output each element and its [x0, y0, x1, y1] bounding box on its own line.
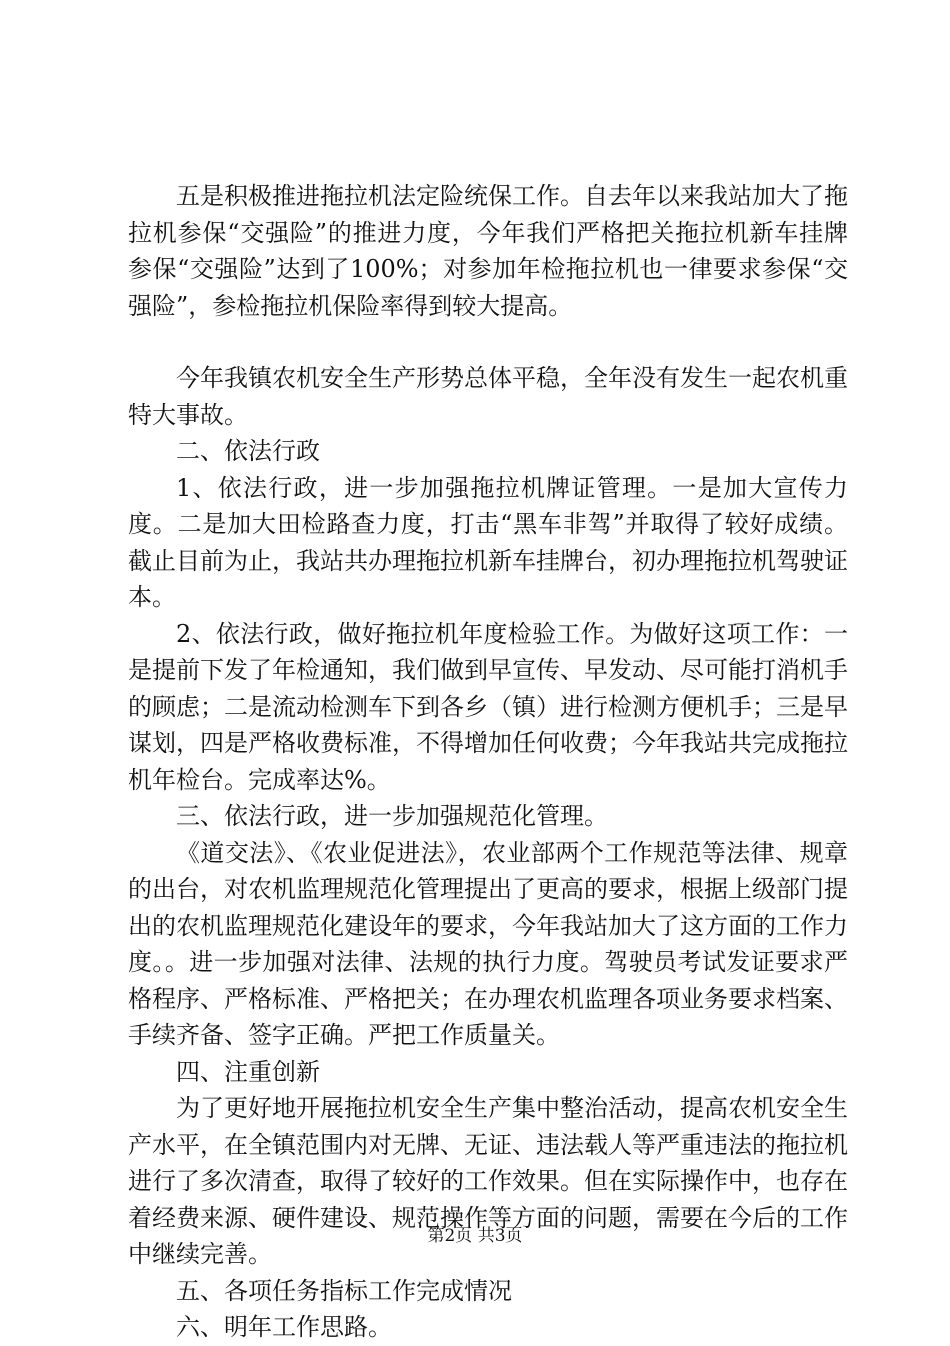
page-number-footer: 第2页 共3页: [427, 1226, 523, 1246]
paragraph-innovation: 为了更好地开展拖拉机安全生产集中整治活动，提高农机安全生产水平，在全镇范围内对无牌、无证、违法载人等严重违法的拖拉机进行了多次清查，取得了较好的工作效果。但在实际操作中，也存在着经费来源、硬件建设、规范操作等方面的问题，需要在今后的工作中继续完善。: [128, 1094, 848, 1268]
paragraph-license-management: 1、依法行政，进一步加强拖拉机牌证管理。一是加大宣传力度。二是加大田检路查力度，打击“黑车非驾”并取得了较好成绩。截止目前为止，我站共办理拖拉机新车挂牌台，初办理拖拉机驾驶证本。: [128, 473, 848, 611]
paragraph-safety-summary: 今年我镇农机安全生产形势总体平稳，全年没有发生一起农机重特大事故。: [128, 364, 848, 429]
paragraph-insurance: 五是积极推进拖拉机法定险统保工作。自去年以来我站加大了拖拉机参保“交强险”的推进力度，今年我们严格把关拖拉机新车挂牌参保“交强险”达到了100%；对参加年检拖拉机也一律要求参保“交强险”，参检拖拉机保险率得到较大提高。: [128, 182, 848, 320]
section-heading-5: 五、各项任务指标工作完成情况: [176, 1276, 512, 1305]
paragraph-annual-inspection: 2、依法行政，做好拖拉机年度检验工作。为做好这项工作：一是提前下发了年检通知，我们做到早宣传、早发动、尽可能打消机手的顾虑；二是流动检测车下到各乡（镇）进行检测方便机手；三是早谋划，四是严格收费标准，不得增加任何收费；今年我站共完成拖拉机年检台。完成率达%。: [128, 619, 848, 794]
section-heading-3: 三、依法行政，进一步加强规范化管理。: [176, 802, 608, 830]
paragraph-standardization: 《道交法》、《农业促进法》，农业部两个工作规范等法律、规章的出台，对农机监理规范化管理提出了更高的要求，根据上级部门提出的农机监理规范化建设年的要求，今年我站加大了这方面的工作力度。。进一步加强对法律、法规的执行力度。驾驶员考试发证要求严格程序、严格标准、严格把关；在办理农机监理各项业务要求档案、手续齐备、签字正确。严把工作质量关。: [128, 838, 848, 1049]
section-heading-2: 二、依法行政: [176, 437, 320, 465]
section-heading-4: 四、注重创新: [176, 1057, 320, 1086]
document-body: [128, 178, 848, 1346]
section-heading-6: 六、明年工作思路。: [176, 1313, 392, 1341]
